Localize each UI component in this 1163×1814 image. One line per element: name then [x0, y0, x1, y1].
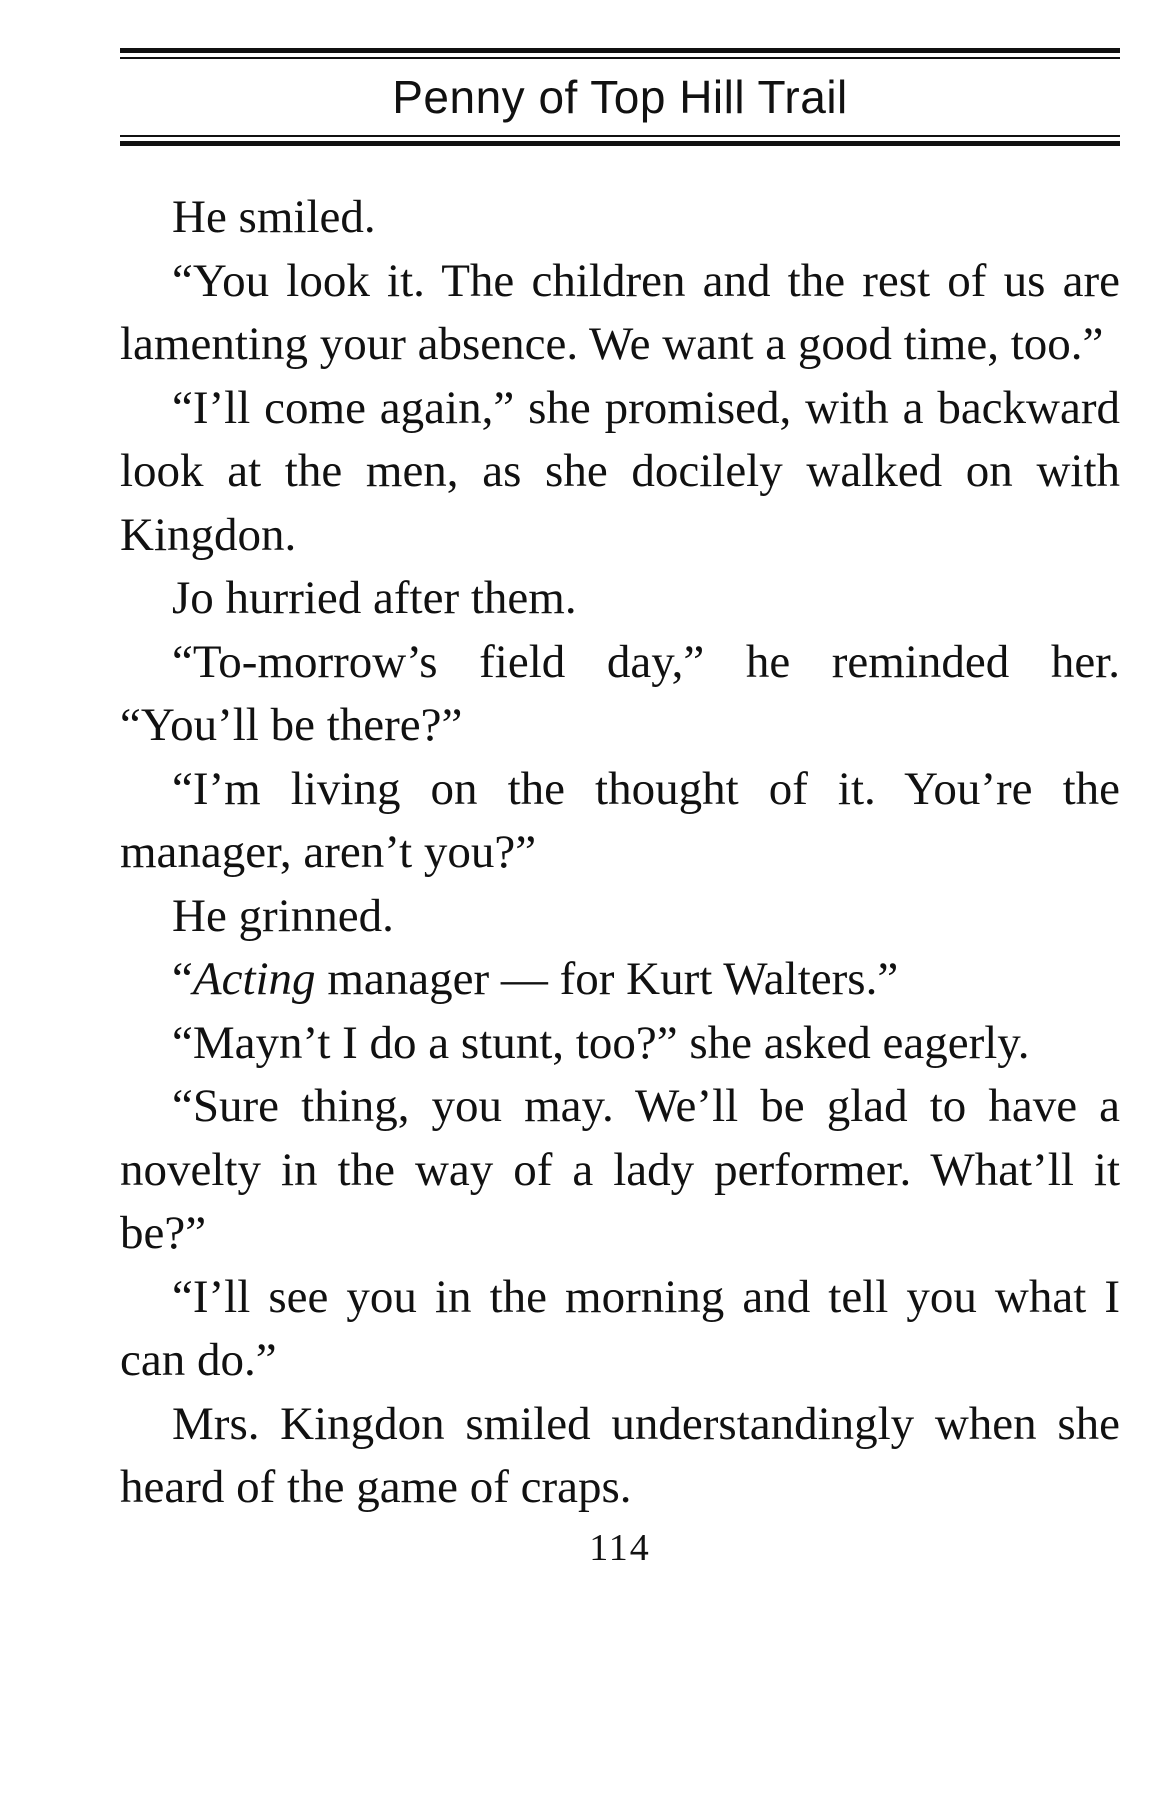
paragraph: Jo hurried after them. [172, 572, 577, 624]
paragraph: “I’ll come again,” she promised, with a backward look at the men, as she docilely walked on with Kingdon. [120, 381, 1120, 561]
paragraph: Mrs. Kingdon smiled understandingly when she heard of the game of craps. [120, 1397, 1120, 1513]
paragraph: He grinned. [172, 889, 394, 942]
paragraph [120, 948, 1120, 1012]
paragraph: “I’ll see you in the morning and tell you what I can do.” [120, 1270, 1120, 1386]
paragraph: “You look it. The children and the rest of us are lamenting your absence. We want a good time, too.” [120, 254, 1120, 370]
header-rule-thick [120, 141, 1120, 146]
book-page [120, 48, 1120, 1570]
paragraph: “To-morrow’s field day,” he reminded her. “You’ll be there?” [120, 635, 1120, 751]
paragraph: “I’m living on the thought of it. You’re the manager, aren’t you?” [120, 762, 1120, 878]
paragraph: He smiled. [172, 191, 376, 243]
paragraph: “Mayn’t I do a stunt, too?” she asked eagerly. [172, 1016, 1030, 1069]
header-rule-thin [120, 135, 1120, 137]
body-text [120, 186, 1120, 1520]
running-head: Penny of Top Hill Trail [392, 71, 848, 123]
paragraph-text: manager — for Kurt Walters.” [315, 953, 899, 1005]
open-quote: “ [172, 953, 193, 1005]
italic-word: Acting [192, 953, 316, 1005]
page-number: 114 [589, 1526, 651, 1569]
header-rule-top [120, 48, 1120, 59]
header-rule-thick [120, 48, 1120, 53]
paragraph: “Sure thing, you may. We’ll be glad to have a novelty in the way of a lady performer. What’ll it be?” [120, 1080, 1120, 1259]
header-rule-bottom [120, 135, 1120, 146]
